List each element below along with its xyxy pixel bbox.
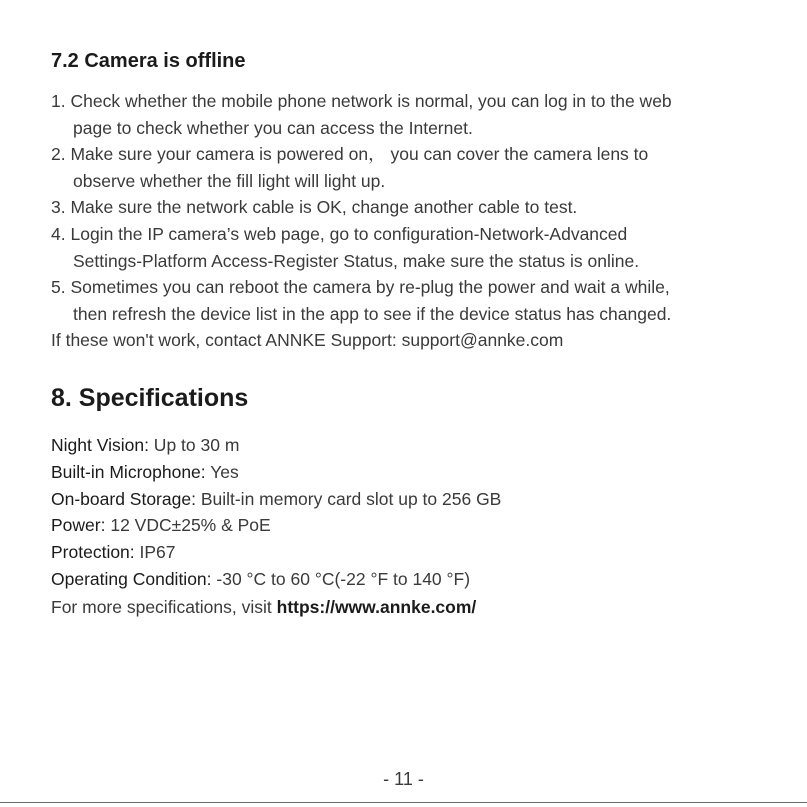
spec-value: Yes xyxy=(205,461,239,482)
spec-row xyxy=(51,459,501,486)
step-text: Login the IP camera’s web page, go to configuration-Network-Advanced xyxy=(70,223,628,244)
step-text-continued: page to check whether you can access the Internet. xyxy=(73,117,473,138)
spec-row xyxy=(51,486,501,513)
step-number: 2. xyxy=(51,144,66,165)
step-text-continued: then refresh the device list in the app to see if the device status has changed. xyxy=(73,303,672,324)
step-number: 1. xyxy=(51,91,66,111)
spec-key: Night Vision: xyxy=(51,435,149,455)
step-text-continued: observe whether the fill light will light up. xyxy=(73,170,386,191)
step-number: 5. xyxy=(51,277,66,298)
step-text-continued: Settings-Platform Access-Register Status, make sure the status is online. xyxy=(73,250,640,271)
step-item xyxy=(51,194,771,221)
spec-row xyxy=(51,512,501,539)
step-item xyxy=(51,221,771,274)
step-item xyxy=(51,88,771,141)
spec-value: Built-in memory card slot up to 256 GB xyxy=(195,488,502,509)
step-item xyxy=(51,141,771,194)
spec-value: 12 VDC±25% & PoE xyxy=(105,515,271,536)
step-text: Sometimes you can reboot the camera by re-plug the power and wait a while, xyxy=(70,277,670,298)
spec-key: Protection: xyxy=(51,542,135,563)
more-specifications-text: For more specifications, visit xyxy=(51,597,277,617)
spec-row xyxy=(51,539,501,566)
section-heading-specifications: 8. Specifications xyxy=(51,384,249,412)
annke-website-link[interactable]: https://www.annke.com/ xyxy=(276,597,477,617)
spec-key: Built-in Microphone: xyxy=(51,461,206,482)
spec-key: Power: xyxy=(51,515,106,536)
step-number: 4. xyxy=(51,223,66,244)
spec-value: -30 °C to 60 °C(-22 °F to 140 °F) xyxy=(211,568,471,589)
spec-row xyxy=(51,566,501,593)
spec-row xyxy=(51,432,501,459)
spec-key: Operating Condition: xyxy=(51,568,212,589)
step-number: 3. xyxy=(51,197,66,218)
spec-value: Up to 30 m xyxy=(148,435,240,455)
troubleshooting-steps xyxy=(51,88,771,354)
step-text: Make sure your camera is powered on， you can cover the camera lens to xyxy=(70,144,649,165)
spec-key: On-board Storage: xyxy=(51,488,196,509)
spec-value: IP67 xyxy=(134,542,176,563)
specifications-list xyxy=(51,432,501,593)
section-heading-camera-offline: 7.2 Camera is offline xyxy=(51,50,246,72)
more-specifications-line xyxy=(51,597,476,618)
step-text: Make sure the network cable is OK, change another cable to test. xyxy=(70,197,578,218)
footer-divider xyxy=(0,802,807,803)
step-text: Check whether the mobile phone network is normal, you can log in to the web xyxy=(70,91,672,111)
support-contact-text: If these won't work, contact ANNKE Support: support@annke.com xyxy=(51,330,564,351)
step-item xyxy=(51,274,771,327)
page-number: - 11 - xyxy=(383,769,424,789)
